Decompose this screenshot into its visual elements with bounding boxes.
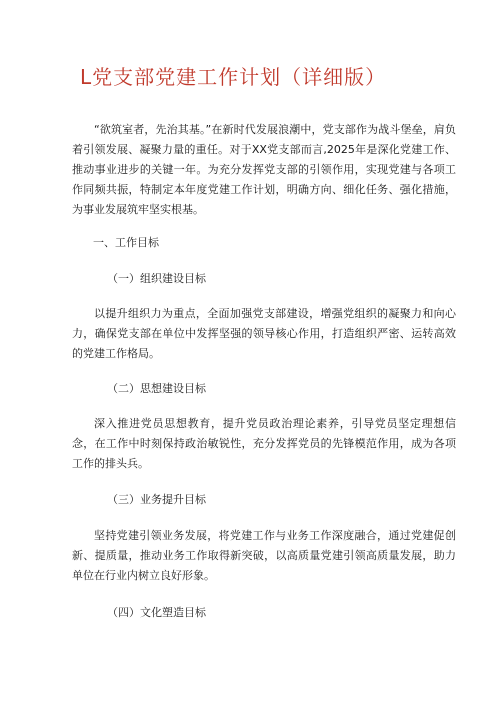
document-title: L党支部党建工作计划（详细版）	[80, 65, 387, 89]
organization-paragraph: 以提升组织力为重点，全面加强党支部建设，增强党组织的凝聚力和向心力，确保党支部在单位中发挥坚强的领导核心作用，打造组织严密、运转高效的党建工作格局。	[72, 307, 456, 360]
subheading-business: （三）业务提升目标	[107, 493, 206, 506]
section-heading-goals: 一、工作目标	[93, 236, 159, 249]
business-paragraph: 坚持党建引领业务发展，将党建工作与业务工作深度融合，通过党建促创新、提质量，推动业务工作取得新突破，以高质量党建引领高质量发展，助力单位在行业内树立良好形象。	[72, 529, 456, 582]
subheading-culture: （四）文化塑造目标	[107, 606, 206, 619]
subheading-ideology: （二）思想建设目标	[107, 382, 206, 395]
ideology-paragraph: 深入推进党员思想教育，提升党员政治理论素养，引导党员坚定理想信念，在工作中时刻保持政治敏锐性，充分发挥党员的先锋模范作用，成为各项工作的排头兵。	[72, 417, 456, 470]
intro-paragraph: “欲筑室者，先治其基。”在新时代发展浪潮中，党支部作为战斗堡垒，肩负着引领发展、凝聚力量的重任。对于XX党支部而言,2025年是深化党建工作、推动事业进步的关键一年。为充分发挥党支部的引领作用，实现党建与各项工作同频共振，特制定本年度党建工作计划，明确方向、细化任务、强化措施，为事业发展筑牢坚实根基。	[72, 123, 456, 216]
subheading-organization: （一）组织建设目标	[107, 272, 206, 285]
